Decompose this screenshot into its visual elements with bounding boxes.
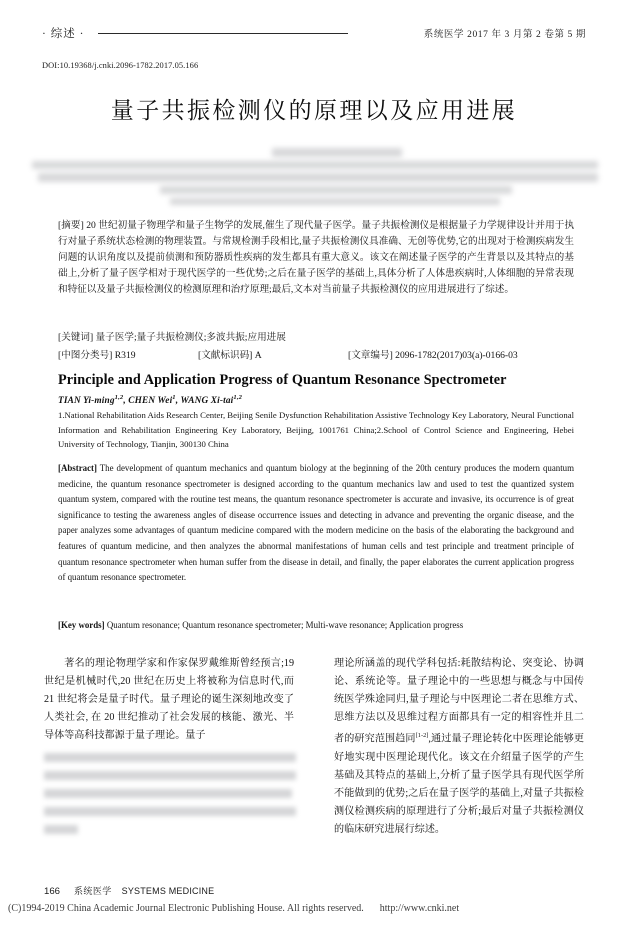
english-abstract xyxy=(58,461,574,586)
author-1-name: TIAN Yi-ming xyxy=(58,396,115,407)
page-number: 166 xyxy=(44,886,61,897)
footer-journal-en: SYSTEMS MEDICINE xyxy=(121,886,215,896)
body-column-left xyxy=(44,655,294,745)
author-2-affil-marker: 1 xyxy=(172,394,176,401)
page-title: 量子共振检测仪的原理以及应用进展 xyxy=(110,98,518,124)
english-keywords-label: [Key words] xyxy=(58,620,105,630)
body-right-part-a: 理论所涵盖的现代学科包括:耗散结构论、突变论、协调论、系统论等。量子理论中的一些思想与概念与中国传统医学殊途同归,量子理论与中医理论二者在思维方式、思维方法以及思维过程方面都具有一定的相容性并且二者的研究范围趋同 xyxy=(334,658,584,745)
citation-reference: [1-2] xyxy=(415,732,429,740)
page-footer xyxy=(44,884,584,897)
copyright-notice xyxy=(8,903,620,914)
doi-label: DOI:10.19368/j.cnki.2096-1782.2017.05.166 xyxy=(42,61,199,70)
english-keywords xyxy=(58,618,574,632)
english-abstract-text: The development of quantum mechanics and quantum biology at the beginning of the 20th century produces the modern quantum medicine, the quantum resonance spectrometer is designed according to the quantum mechanics law and used to test the quantized system quantum system, compared with the routine test means, the quantum resonance spectrometer is accurate and invasive, its occurrence is of great significance to testing the awareness angles of disease occurrence issues and detecting in advance and preventing the organic disease, and the paper analyzes some advantages of quantum medicine compared with the modern medicine on the basis of the elaborating the background and features of quantum medicine, and then analyzes the abnormal manifestations of human cells and test principle and treatment principle of quantum resonance spectrometer when human suffer from the disease in detail, and finally, the paper elaborates the current application progress of quantum resonance spectrometer. xyxy=(58,463,575,583)
chinese-keywords: [关键词] 量子医学;量子共振检测仪;多波共振;应用进展 xyxy=(58,332,286,343)
header-rule xyxy=(98,33,348,34)
body-right-part-b: ,通过量子理论转化中医理论能够更好地实现中医理论现代化。该文在介绍量子医学的产生基础及其特点的基础上,分析了量子医学具有现代医学所不能做到的优势;之后在量子医学的基础上,对量子共振检测仪检测疾病的原理进行了分析;最后对量子共振检测仪的临床研究进展行综述。 xyxy=(334,733,585,836)
redacted-author-block xyxy=(32,148,598,210)
body-left-paragraph: 著名的理论物理学家和作家保罗戴维斯曾经预言;19 世纪是机械时代,20 世纪在历史上将被称为信息时代,而 21 世纪将会是量子时代。量子理论的诞生深刻地改变了人类社会, 在 20 世纪推动了社会发展的核能、激光、半导体等高科技都源于量子理论。量子 xyxy=(44,658,294,742)
document-code: [文献标识码] A xyxy=(198,350,262,361)
english-affiliation: 1.National Rehabilitation Aids Research Center, Beijing Senile Dysfunction Rehabilitation Assistive Technology Key Laboratory, Neural Functional Information and Rehabilitation Engineering Key Laboratory, Beijing, 1001761 China;2.School of Control Science and Engineering, Hebei University of Technology, Tianjin, 300130 China xyxy=(58,410,574,450)
classification-row xyxy=(58,347,574,361)
body-right-paragraph xyxy=(334,655,584,839)
chinese-abstract-text: [摘要] 20 世纪初量子物理学和量子生物学的发展,催生了现代量子医学。量子共振检测仪是根据量子力学规律设计并用于执行对量子系统状态检测的物理装置。与常规检测手段相比,量子共振检测仪具准确、无创等优势,它的出现对于检测疾病发生问题的认识角度以及提前侦测和预防器质性疾病的发生都具有重大意义。该文在阐述量子医学的产生背景以及其特点的基础上,分析了量子医学相对于现代医学的一些优势;之后在量子医学的基础上,具体分析了人体患疾病时,人体细胞的异常表现和特征以及量子共振检测仪的检测原理和治疗原理;最后,文本对当前量子共振检测仪的应用进展进行了综述。 xyxy=(58,220,574,296)
english-authors xyxy=(58,394,574,406)
body-columns xyxy=(44,655,584,870)
section-label: · 综述 · xyxy=(42,28,85,40)
chinese-abstract xyxy=(58,218,574,298)
footer-journal-cn: 系统医学 xyxy=(74,886,112,896)
author-1-affil-marker: 1,2 xyxy=(114,394,124,401)
english-title: Principle and Application Progress of Quantum Resonance Spectrometer xyxy=(58,372,507,388)
copyright-text: (C)1994-2019 China Academic Journal Electronic Publishing House. All rights reserved. xyxy=(8,903,364,914)
journal-issue-label: 系统医学 2017 年 3 月第 2 卷第 5 期 xyxy=(423,30,586,40)
article-id: [文章编号] 2096-1782(2017)03(a)-0166-03 xyxy=(348,350,518,361)
running-head xyxy=(42,24,586,42)
author-2-name: , CHEN Wei xyxy=(123,396,173,407)
english-abstract-label: [Abstract] xyxy=(58,463,97,473)
redacted-left-column-text xyxy=(44,753,300,843)
author-3-name: , WANG Xi-tai xyxy=(175,396,234,407)
cnki-url: http://www.cnki.net xyxy=(379,903,460,914)
clc-number: [中图分类号] R319 xyxy=(58,350,136,361)
author-3-affil-marker: 1,2 xyxy=(233,394,243,401)
english-keywords-text: Quantum resonance; Quantum resonance spectrometer; Multi-wave resonance; Application progress xyxy=(106,620,464,630)
body-column-right xyxy=(334,655,584,839)
